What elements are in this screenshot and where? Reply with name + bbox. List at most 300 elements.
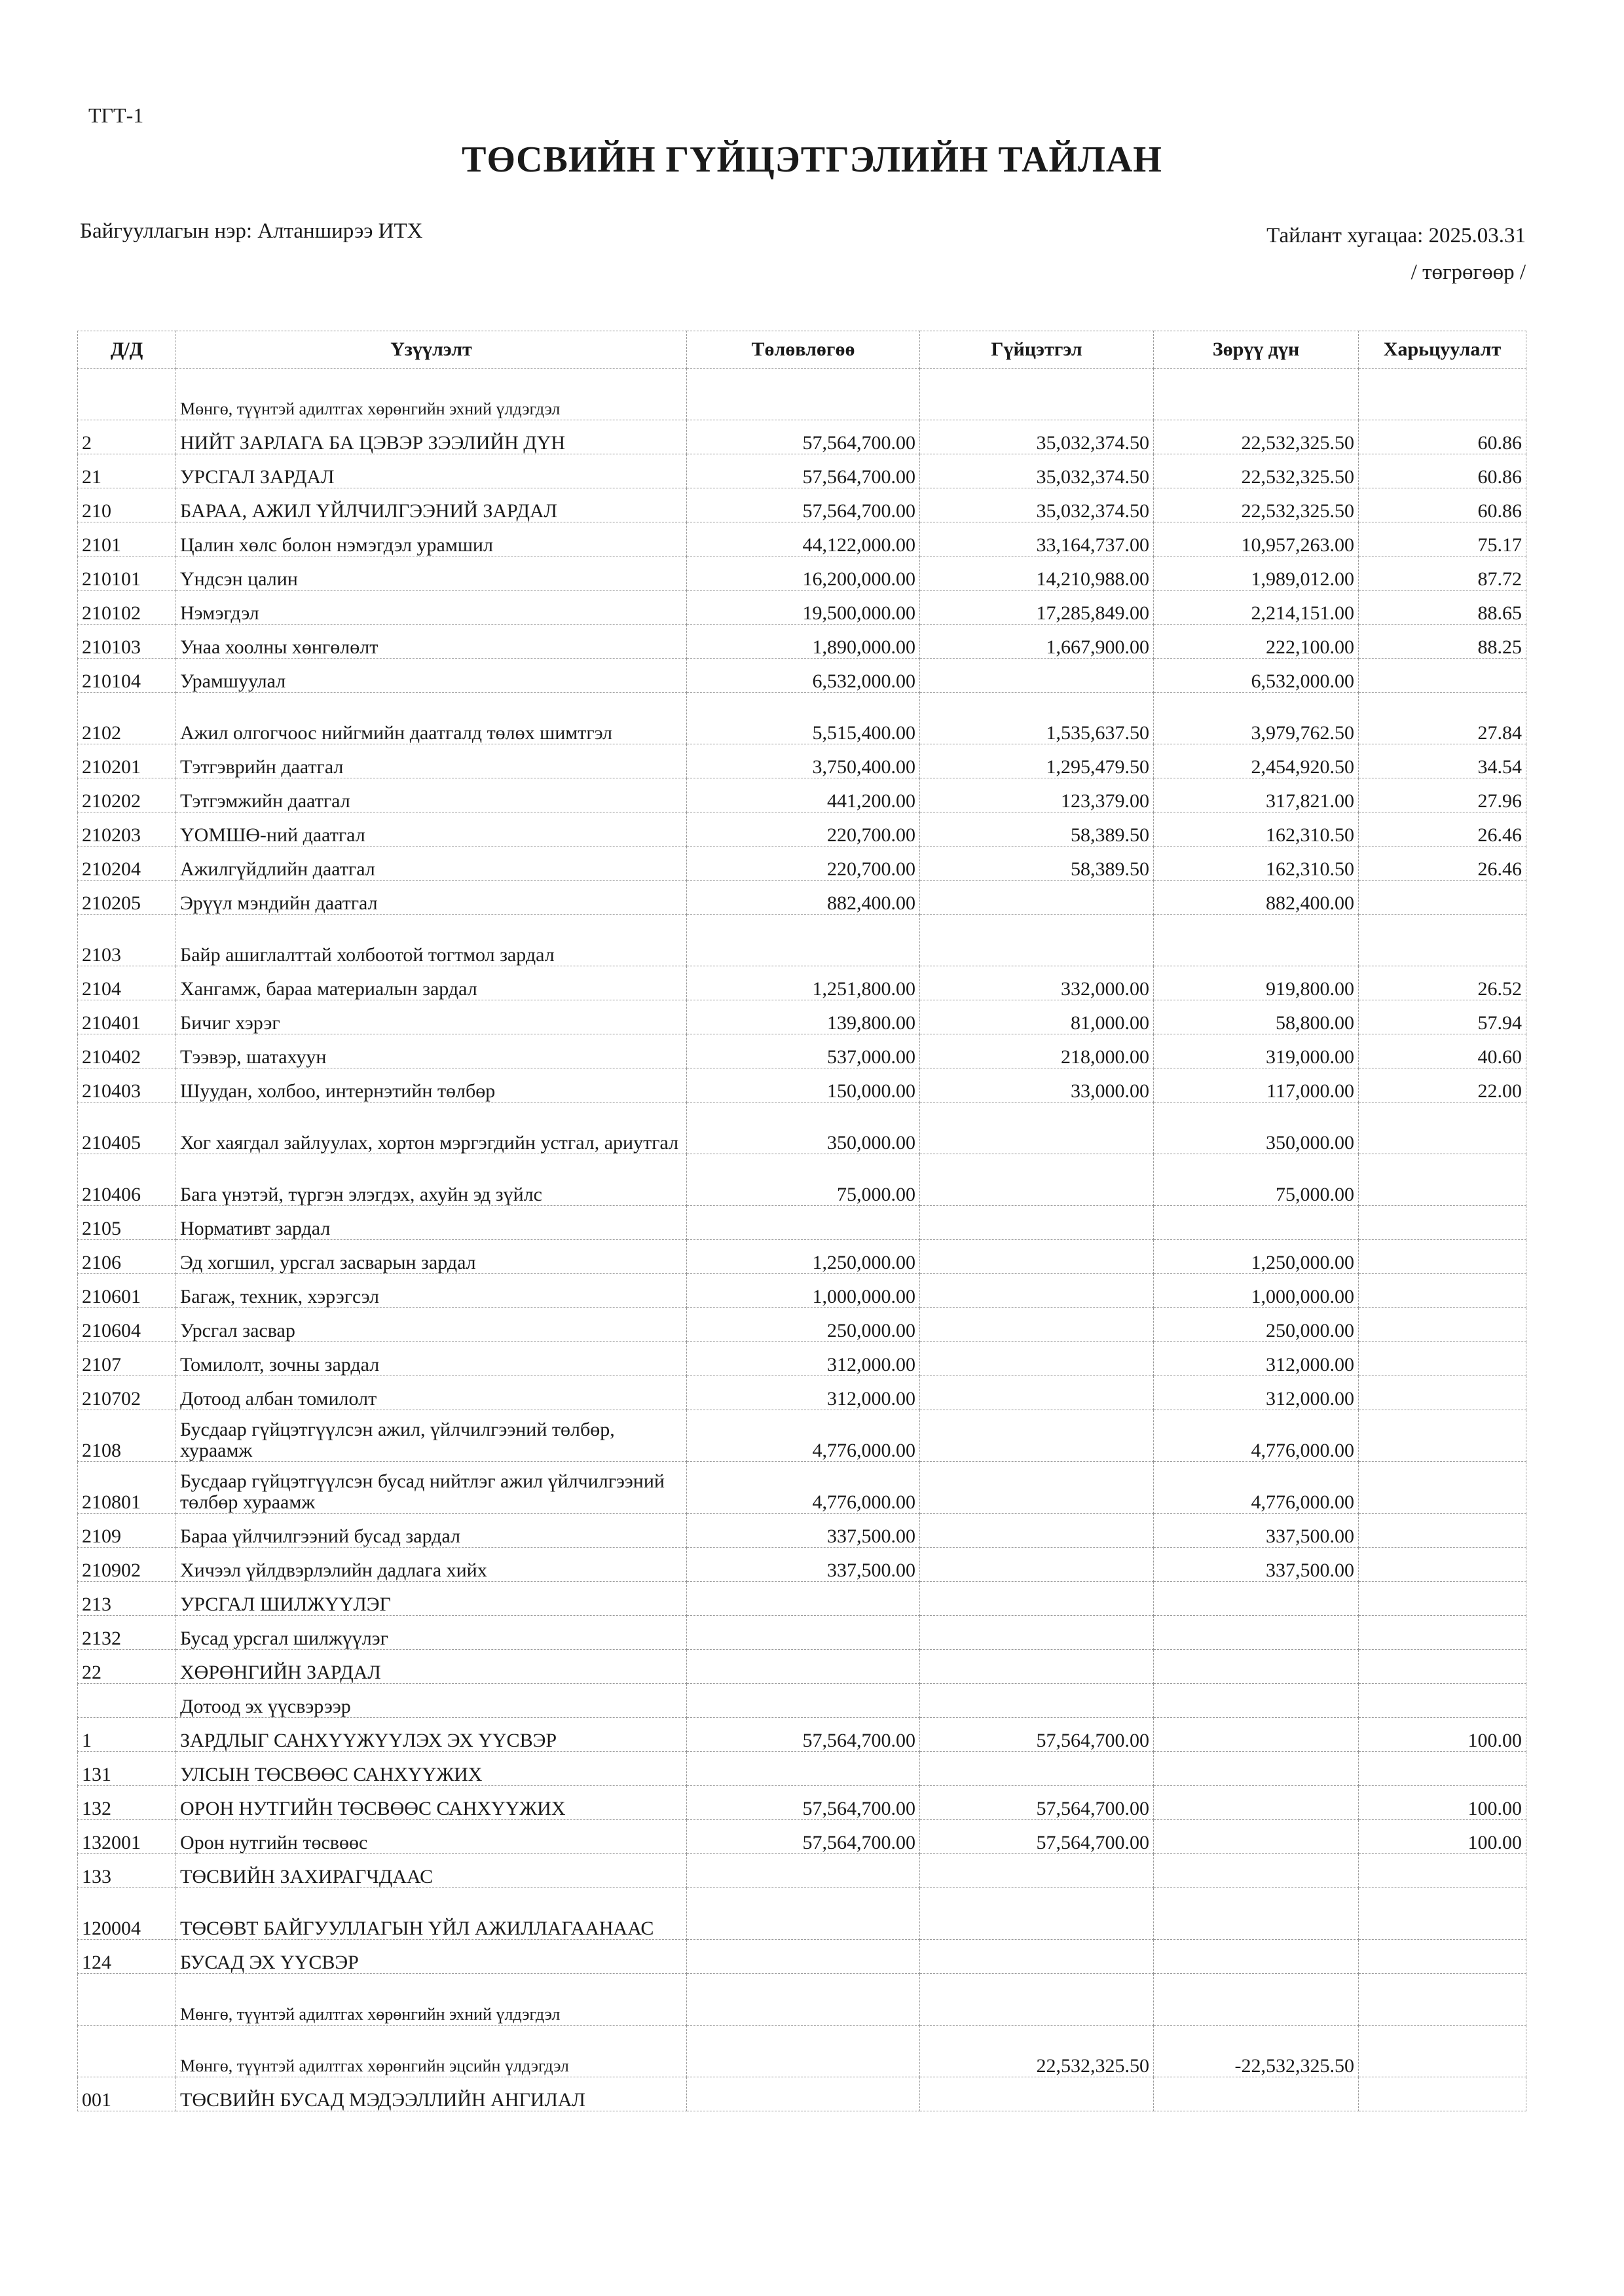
row-indicator: Бараа үйлчилгээний бусад зардал bbox=[176, 1514, 687, 1548]
row-code: 1 bbox=[78, 1718, 176, 1752]
row-ratio-percent: 60.86 bbox=[1359, 488, 1526, 522]
row-code bbox=[78, 2026, 176, 2077]
row-code: 210104 bbox=[78, 659, 176, 693]
row-code: 21 bbox=[78, 454, 176, 488]
row-indicator: Нэмэгдэл bbox=[176, 591, 687, 625]
row-indicator: Шуудан, холбоо, интернэтийн төлбөр bbox=[176, 1068, 687, 1102]
row-plan-amount: 350,000.00 bbox=[687, 1102, 920, 1154]
row-indicator: Цалин хөлс болон нэмэгдэл урамшил bbox=[176, 522, 687, 556]
row-actual-amount bbox=[920, 1462, 1154, 1514]
table-row bbox=[78, 1240, 1526, 1274]
table-row bbox=[78, 1410, 1526, 1462]
row-indicator: ТӨСВИЙН ЗАХИРАГЧДААС bbox=[176, 1854, 687, 1888]
row-plan-amount bbox=[687, 369, 920, 420]
row-actual-amount: 17,285,849.00 bbox=[920, 591, 1154, 625]
row-indicator: Дотоод албан томилолт bbox=[176, 1376, 687, 1410]
row-ratio-percent bbox=[1359, 1940, 1526, 1974]
row-difference-amount bbox=[1154, 1786, 1359, 1820]
row-ratio-percent: 26.46 bbox=[1359, 812, 1526, 847]
table-header-row bbox=[78, 331, 1526, 369]
row-ratio-percent: 26.52 bbox=[1359, 966, 1526, 1000]
row-actual-amount bbox=[920, 915, 1154, 966]
row-ratio-percent bbox=[1359, 881, 1526, 915]
row-indicator: Урамшуулал bbox=[176, 659, 687, 693]
row-ratio-percent: 57.94 bbox=[1359, 1000, 1526, 1034]
row-code: 2102 bbox=[78, 693, 176, 744]
row-plan-amount: 882,400.00 bbox=[687, 881, 920, 915]
row-code: 210801 bbox=[78, 1462, 176, 1514]
row-difference-amount: 10,957,263.00 bbox=[1154, 522, 1359, 556]
table-row bbox=[78, 1102, 1526, 1154]
row-indicator: Хог хаягдал зайлуулах, хортон мэргэгдийн устгал, ариутгал bbox=[176, 1102, 687, 1154]
row-difference-amount: 337,500.00 bbox=[1154, 1514, 1359, 1548]
row-indicator: ЗАРДЛЫГ САНХҮҮЖҮҮЛЭХ ЭХ ҮҮСВЭР bbox=[176, 1718, 687, 1752]
row-ratio-percent bbox=[1359, 1684, 1526, 1718]
row-plan-amount: 4,776,000.00 bbox=[687, 1462, 920, 1514]
table-row bbox=[78, 1376, 1526, 1410]
row-actual-amount bbox=[920, 1376, 1154, 1410]
row-indicator: НИЙТ ЗАРЛАГА БА ЦЭВЭР ЗЭЭЛИЙН ДҮН bbox=[176, 420, 687, 454]
table-row bbox=[78, 778, 1526, 812]
row-actual-amount: 1,295,479.50 bbox=[920, 744, 1154, 778]
row-difference-amount: 317,821.00 bbox=[1154, 778, 1359, 812]
row-actual-amount: 57,564,700.00 bbox=[920, 1786, 1154, 1820]
row-ratio-percent bbox=[1359, 659, 1526, 693]
row-indicator: УЛСЫН ТӨСВӨӨС САНХҮҮЖИХ bbox=[176, 1752, 687, 1786]
table-row bbox=[78, 556, 1526, 591]
table-row bbox=[78, 915, 1526, 966]
column-header-indicator: Үзүүлэлт bbox=[176, 331, 687, 369]
row-code: 124 bbox=[78, 1940, 176, 1974]
row-actual-amount: 332,000.00 bbox=[920, 966, 1154, 1000]
row-difference-amount: 22,532,325.50 bbox=[1154, 488, 1359, 522]
row-actual-amount: 1,667,900.00 bbox=[920, 625, 1154, 659]
row-plan-amount: 537,000.00 bbox=[687, 1034, 920, 1068]
row-indicator: ТӨСВИЙН БУСАД МЭДЭЭЛЛИЙН АНГИЛАЛ bbox=[176, 2077, 687, 2111]
row-plan-amount: 441,200.00 bbox=[687, 778, 920, 812]
row-code: 210601 bbox=[78, 1274, 176, 1308]
row-difference-amount: 6,532,000.00 bbox=[1154, 659, 1359, 693]
row-code: 210406 bbox=[78, 1154, 176, 1206]
row-actual-amount: 58,389.50 bbox=[920, 812, 1154, 847]
row-actual-amount bbox=[920, 881, 1154, 915]
row-actual-amount bbox=[920, 1206, 1154, 1240]
row-plan-amount bbox=[687, 1206, 920, 1240]
table-row bbox=[78, 1684, 1526, 1718]
table-row bbox=[78, 1752, 1526, 1786]
row-code: 210405 bbox=[78, 1102, 176, 1154]
row-difference-amount bbox=[1154, 1206, 1359, 1240]
row-code: 210204 bbox=[78, 847, 176, 881]
row-difference-amount: 22,532,325.50 bbox=[1154, 454, 1359, 488]
row-difference-amount: 75,000.00 bbox=[1154, 1154, 1359, 1206]
row-plan-amount: 220,700.00 bbox=[687, 847, 920, 881]
row-ratio-percent bbox=[1359, 1616, 1526, 1650]
row-difference-amount: 312,000.00 bbox=[1154, 1376, 1359, 1410]
row-difference-amount: 919,800.00 bbox=[1154, 966, 1359, 1000]
organization-name: Байгууллагын нэр: Алтанширээ ИТХ bbox=[80, 219, 423, 243]
row-code: 210102 bbox=[78, 591, 176, 625]
row-actual-amount: 218,000.00 bbox=[920, 1034, 1154, 1068]
row-actual-amount: 22,532,325.50 bbox=[920, 2026, 1154, 2077]
table-row bbox=[78, 1650, 1526, 1684]
row-actual-amount: 1,535,637.50 bbox=[920, 693, 1154, 744]
row-plan-amount bbox=[687, 1854, 920, 1888]
row-difference-amount bbox=[1154, 1940, 1359, 1974]
row-difference-amount bbox=[1154, 1650, 1359, 1684]
table-row bbox=[78, 2026, 1526, 2077]
row-ratio-percent bbox=[1359, 1752, 1526, 1786]
row-difference-amount bbox=[1154, 1888, 1359, 1940]
table-row bbox=[78, 591, 1526, 625]
row-ratio-percent: 22.00 bbox=[1359, 1068, 1526, 1102]
row-difference-amount bbox=[1154, 1684, 1359, 1718]
table-row bbox=[78, 1940, 1526, 1974]
row-difference-amount: 58,800.00 bbox=[1154, 1000, 1359, 1034]
row-ratio-percent bbox=[1359, 1206, 1526, 1240]
row-plan-amount: 57,564,700.00 bbox=[687, 1820, 920, 1854]
row-difference-amount: 319,000.00 bbox=[1154, 1034, 1359, 1068]
row-difference-amount: 222,100.00 bbox=[1154, 625, 1359, 659]
row-code: 001 bbox=[78, 2077, 176, 2111]
row-indicator: ОРОН НУТГИЙН ТӨСВӨӨС САНХҮҮЖИХ bbox=[176, 1786, 687, 1820]
column-header-actual: Гүйцэтгэл bbox=[920, 331, 1154, 369]
column-header-difference: Зөрүү дүн bbox=[1154, 331, 1359, 369]
row-difference-amount: 2,454,920.50 bbox=[1154, 744, 1359, 778]
row-plan-amount bbox=[687, 1684, 920, 1718]
row-code: 2107 bbox=[78, 1342, 176, 1376]
row-plan-amount bbox=[687, 1616, 920, 1650]
document-title: ТӨСВИЙН ГҮЙЦЭТГЭЛИЙН ТАЙЛАН bbox=[462, 139, 1162, 180]
row-plan-amount: 44,122,000.00 bbox=[687, 522, 920, 556]
row-difference-amount bbox=[1154, 915, 1359, 966]
row-indicator: ҮОМШӨ-ний даатгал bbox=[176, 812, 687, 847]
row-code: 132 bbox=[78, 1786, 176, 1820]
row-difference-amount: 1,250,000.00 bbox=[1154, 1240, 1359, 1274]
row-plan-amount: 57,564,700.00 bbox=[687, 454, 920, 488]
row-actual-amount bbox=[920, 1888, 1154, 1940]
row-plan-amount: 57,564,700.00 bbox=[687, 1718, 920, 1752]
row-actual-amount bbox=[920, 1752, 1154, 1786]
row-ratio-percent bbox=[1359, 1514, 1526, 1548]
row-actual-amount bbox=[920, 659, 1154, 693]
row-plan-amount: 1,000,000.00 bbox=[687, 1274, 920, 1308]
form-code: ТГТ-1 bbox=[88, 103, 144, 127]
row-indicator: Бага үнэтэй, түргэн элэгдэх, ахуйн эд зүйлс bbox=[176, 1154, 687, 1206]
column-header-ratio: Харьцуулалт bbox=[1359, 331, 1526, 369]
row-ratio-percent: 34.54 bbox=[1359, 744, 1526, 778]
row-code: 2101 bbox=[78, 522, 176, 556]
table-row bbox=[78, 1154, 1526, 1206]
row-actual-amount bbox=[920, 1940, 1154, 1974]
row-plan-amount: 57,564,700.00 bbox=[687, 1786, 920, 1820]
row-plan-amount: 150,000.00 bbox=[687, 1068, 920, 1102]
row-ratio-percent bbox=[1359, 2077, 1526, 2111]
row-plan-amount: 3,750,400.00 bbox=[687, 744, 920, 778]
row-difference-amount bbox=[1154, 1718, 1359, 1752]
row-indicator: Ажил олгогчоос нийгмийн даатгалд төлөх шимтгэл bbox=[176, 693, 687, 744]
row-plan-amount: 1,251,800.00 bbox=[687, 966, 920, 1000]
table-row bbox=[78, 522, 1526, 556]
row-code: 213 bbox=[78, 1582, 176, 1616]
row-plan-amount bbox=[687, 2026, 920, 2077]
row-actual-amount bbox=[920, 1974, 1154, 2026]
table-row bbox=[78, 420, 1526, 454]
row-actual-amount: 35,032,374.50 bbox=[920, 488, 1154, 522]
row-actual-amount: 33,164,737.00 bbox=[920, 522, 1154, 556]
row-ratio-percent bbox=[1359, 369, 1526, 420]
row-indicator: Орон нутгийн төсвөөс bbox=[176, 1820, 687, 1854]
table-row bbox=[78, 1888, 1526, 1940]
row-indicator: ХӨРӨНГИЙН ЗАРДАЛ bbox=[176, 1650, 687, 1684]
row-difference-amount bbox=[1154, 1820, 1359, 1854]
row-difference-amount: 162,310.50 bbox=[1154, 812, 1359, 847]
table-row bbox=[78, 369, 1526, 420]
row-plan-amount bbox=[687, 1888, 920, 1940]
row-code: 210202 bbox=[78, 778, 176, 812]
row-indicator: УРСГАЛ ЗАРДАЛ bbox=[176, 454, 687, 488]
row-ratio-percent bbox=[1359, 1548, 1526, 1582]
row-ratio-percent bbox=[1359, 1974, 1526, 2026]
row-ratio-percent: 60.86 bbox=[1359, 420, 1526, 454]
row-code: 210201 bbox=[78, 744, 176, 778]
column-header-plan: Төлөвлөгөө bbox=[687, 331, 920, 369]
row-difference-amount: 1,000,000.00 bbox=[1154, 1274, 1359, 1308]
row-actual-amount bbox=[920, 1274, 1154, 1308]
row-plan-amount: 337,500.00 bbox=[687, 1514, 920, 1548]
row-plan-amount bbox=[687, 1582, 920, 1616]
row-ratio-percent bbox=[1359, 1376, 1526, 1410]
row-plan-amount: 220,700.00 bbox=[687, 812, 920, 847]
row-code: 210902 bbox=[78, 1548, 176, 1582]
table-row bbox=[78, 1068, 1526, 1102]
row-indicator: Урсгал засвар bbox=[176, 1308, 687, 1342]
table-row bbox=[78, 488, 1526, 522]
row-indicator: Нормативт зардал bbox=[176, 1206, 687, 1240]
row-ratio-percent: 60.86 bbox=[1359, 454, 1526, 488]
row-code: 210403 bbox=[78, 1068, 176, 1102]
table-row bbox=[78, 847, 1526, 881]
row-code: 2109 bbox=[78, 1514, 176, 1548]
row-plan-amount: 312,000.00 bbox=[687, 1342, 920, 1376]
row-ratio-percent bbox=[1359, 1582, 1526, 1616]
row-actual-amount: 81,000.00 bbox=[920, 1000, 1154, 1034]
row-ratio-percent bbox=[1359, 2026, 1526, 2077]
row-ratio-percent: 100.00 bbox=[1359, 1718, 1526, 1752]
row-plan-amount: 1,890,000.00 bbox=[687, 625, 920, 659]
row-difference-amount: 350,000.00 bbox=[1154, 1102, 1359, 1154]
row-difference-amount bbox=[1154, 1582, 1359, 1616]
row-code: 120004 bbox=[78, 1888, 176, 1940]
table-row bbox=[78, 1308, 1526, 1342]
row-code: 2103 bbox=[78, 915, 176, 966]
row-ratio-percent: 26.46 bbox=[1359, 847, 1526, 881]
row-actual-amount bbox=[920, 1616, 1154, 1650]
row-difference-amount: 117,000.00 bbox=[1154, 1068, 1359, 1102]
row-plan-amount: 57,564,700.00 bbox=[687, 420, 920, 454]
row-indicator: Дотоод эх үүсвэрээр bbox=[176, 1684, 687, 1718]
table-row bbox=[78, 1514, 1526, 1548]
row-plan-amount: 139,800.00 bbox=[687, 1000, 920, 1034]
row-code: 2104 bbox=[78, 966, 176, 1000]
row-ratio-percent: 88.25 bbox=[1359, 625, 1526, 659]
row-indicator: Тээвэр, шатахуун bbox=[176, 1034, 687, 1068]
row-plan-amount: 16,200,000.00 bbox=[687, 556, 920, 591]
currency-unit: / төгрөгөөр / bbox=[1411, 261, 1526, 284]
row-ratio-percent bbox=[1359, 915, 1526, 966]
row-actual-amount: 14,210,988.00 bbox=[920, 556, 1154, 591]
table-row bbox=[78, 1548, 1526, 1582]
row-ratio-percent bbox=[1359, 1308, 1526, 1342]
table-row bbox=[78, 744, 1526, 778]
row-indicator: Хангамж, бараа материалын зардал bbox=[176, 966, 687, 1000]
row-indicator: Томилолт, зочны зардал bbox=[176, 1342, 687, 1376]
table-row bbox=[78, 625, 1526, 659]
row-plan-amount: 6,532,000.00 bbox=[687, 659, 920, 693]
row-indicator: Эрүүл мэндийн даатгал bbox=[176, 881, 687, 915]
row-code: 22 bbox=[78, 1650, 176, 1684]
table-row bbox=[78, 2077, 1526, 2111]
row-difference-amount: -22,532,325.50 bbox=[1154, 2026, 1359, 2077]
row-actual-amount bbox=[920, 1240, 1154, 1274]
row-indicator: Тэтгэврийн даатгал bbox=[176, 744, 687, 778]
table-row bbox=[78, 1974, 1526, 2026]
row-plan-amount bbox=[687, 1940, 920, 1974]
table-row bbox=[78, 659, 1526, 693]
row-indicator: Байр ашиглалттай холбоотой тогтмол зардал bbox=[176, 915, 687, 966]
row-difference-amount: 2,214,151.00 bbox=[1154, 591, 1359, 625]
budget-execution-table bbox=[77, 331, 1526, 2111]
row-indicator: БАРАА, АЖИЛ ҮЙЛЧИЛГЭЭНИЙ ЗАРДАЛ bbox=[176, 488, 687, 522]
table-row bbox=[78, 1820, 1526, 1854]
row-difference-amount bbox=[1154, 1974, 1359, 2026]
row-indicator: БУСАД ЭХ ҮҮСВЭР bbox=[176, 1940, 687, 1974]
row-plan-amount bbox=[687, 1650, 920, 1684]
row-ratio-percent bbox=[1359, 1240, 1526, 1274]
row-code: 210103 bbox=[78, 625, 176, 659]
row-code: 132001 bbox=[78, 1820, 176, 1854]
table-row bbox=[78, 1000, 1526, 1034]
table-row bbox=[78, 1854, 1526, 1888]
row-plan-amount: 1,250,000.00 bbox=[687, 1240, 920, 1274]
row-plan-amount: 5,515,400.00 bbox=[687, 693, 920, 744]
table-body bbox=[78, 369, 1526, 2111]
row-actual-amount: 57,564,700.00 bbox=[920, 1820, 1154, 1854]
row-code: 131 bbox=[78, 1752, 176, 1786]
row-code bbox=[78, 369, 176, 420]
row-ratio-percent bbox=[1359, 1854, 1526, 1888]
row-plan-amount: 337,500.00 bbox=[687, 1548, 920, 1582]
row-actual-amount bbox=[920, 1514, 1154, 1548]
row-actual-amount: 35,032,374.50 bbox=[920, 420, 1154, 454]
row-difference-amount: 882,400.00 bbox=[1154, 881, 1359, 915]
row-actual-amount bbox=[920, 1102, 1154, 1154]
row-indicator: Эд хогшил, урсгал засварын зардал bbox=[176, 1240, 687, 1274]
row-ratio-percent: 75.17 bbox=[1359, 522, 1526, 556]
row-code bbox=[78, 1684, 176, 1718]
row-indicator: Мөнгө, түүнтэй адилтгах хөрөнгийн эхний үлдэгдэл bbox=[176, 369, 687, 420]
row-difference-amount bbox=[1154, 1752, 1359, 1786]
row-plan-amount bbox=[687, 915, 920, 966]
row-actual-amount: 123,379.00 bbox=[920, 778, 1154, 812]
row-ratio-percent: 100.00 bbox=[1359, 1786, 1526, 1820]
row-ratio-percent: 40.60 bbox=[1359, 1034, 1526, 1068]
row-actual-amount bbox=[920, 1342, 1154, 1376]
row-indicator: Бусад урсгал шилжүүлэг bbox=[176, 1616, 687, 1650]
row-ratio-percent: 27.84 bbox=[1359, 693, 1526, 744]
row-code: 210401 bbox=[78, 1000, 176, 1034]
row-ratio-percent bbox=[1359, 1154, 1526, 1206]
row-actual-amount bbox=[920, 1308, 1154, 1342]
row-code: 2108 bbox=[78, 1410, 176, 1462]
row-actual-amount bbox=[920, 2077, 1154, 2111]
report-period: Тайлант хугацаа: 2025.03.31 bbox=[1266, 224, 1526, 247]
table-row bbox=[78, 1718, 1526, 1752]
row-difference-amount bbox=[1154, 1854, 1359, 1888]
row-indicator: Бусдаар гүйцэтгүүлсэн бусад нийтлэг ажил үйлчилгээний төлбөр хураамж bbox=[176, 1462, 687, 1514]
row-actual-amount bbox=[920, 1582, 1154, 1616]
row-plan-amount: 312,000.00 bbox=[687, 1376, 920, 1410]
row-ratio-percent: 87.72 bbox=[1359, 556, 1526, 591]
row-code: 210604 bbox=[78, 1308, 176, 1342]
row-indicator: ТӨСӨВТ БАЙГУУЛЛАГЫН ҮЙЛ АЖИЛЛАГААНААС bbox=[176, 1888, 687, 1940]
row-ratio-percent bbox=[1359, 1102, 1526, 1154]
row-actual-amount bbox=[920, 1410, 1154, 1462]
row-ratio-percent bbox=[1359, 1650, 1526, 1684]
table-row bbox=[78, 1462, 1526, 1514]
row-difference-amount: 22,532,325.50 bbox=[1154, 420, 1359, 454]
row-difference-amount: 1,989,012.00 bbox=[1154, 556, 1359, 591]
table-row bbox=[78, 693, 1526, 744]
row-actual-amount bbox=[920, 1684, 1154, 1718]
row-ratio-percent bbox=[1359, 1462, 1526, 1514]
row-actual-amount bbox=[920, 1854, 1154, 1888]
row-code: 210702 bbox=[78, 1376, 176, 1410]
table-row bbox=[78, 1582, 1526, 1616]
row-actual-amount bbox=[920, 1548, 1154, 1582]
row-code: 210101 bbox=[78, 556, 176, 591]
row-code: 210 bbox=[78, 488, 176, 522]
row-actual-amount: 35,032,374.50 bbox=[920, 454, 1154, 488]
row-code: 2105 bbox=[78, 1206, 176, 1240]
row-indicator: Унаа хоолны хөнгөлөлт bbox=[176, 625, 687, 659]
row-code: 133 bbox=[78, 1854, 176, 1888]
row-indicator: Хичээл үйлдвэрлэлийн дадлага хийх bbox=[176, 1548, 687, 1582]
table-row bbox=[78, 812, 1526, 847]
row-actual-amount: 33,000.00 bbox=[920, 1068, 1154, 1102]
row-difference-amount: 250,000.00 bbox=[1154, 1308, 1359, 1342]
row-indicator: Үндсэн цалин bbox=[176, 556, 687, 591]
row-actual-amount bbox=[920, 1154, 1154, 1206]
row-code: 2106 bbox=[78, 1240, 176, 1274]
table-row bbox=[78, 1616, 1526, 1650]
row-plan-amount: 19,500,000.00 bbox=[687, 591, 920, 625]
row-indicator: Мөнгө, түүнтэй адилтгах хөрөнгийн эцсийн үлдэгдэл bbox=[176, 2026, 687, 2077]
row-ratio-percent: 27.96 bbox=[1359, 778, 1526, 812]
row-code: 210205 bbox=[78, 881, 176, 915]
table-row bbox=[78, 1034, 1526, 1068]
row-actual-amount: 58,389.50 bbox=[920, 847, 1154, 881]
row-plan-amount: 250,000.00 bbox=[687, 1308, 920, 1342]
row-ratio-percent bbox=[1359, 1342, 1526, 1376]
table-row bbox=[78, 1206, 1526, 1240]
table-row bbox=[78, 454, 1526, 488]
table-row bbox=[78, 1786, 1526, 1820]
row-actual-amount: 57,564,700.00 bbox=[920, 1718, 1154, 1752]
row-difference-amount bbox=[1154, 1616, 1359, 1650]
row-actual-amount bbox=[920, 1650, 1154, 1684]
row-indicator: Бичиг хэрэг bbox=[176, 1000, 687, 1034]
